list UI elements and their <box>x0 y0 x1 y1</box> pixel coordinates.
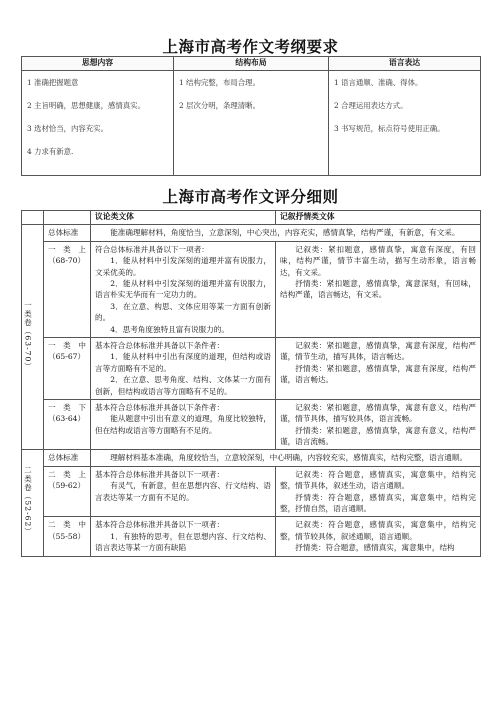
outline-item: 2 合理运用表达方式。 <box>334 101 408 111</box>
header-argument: 议论类文体 <box>91 211 276 225</box>
level-label: 总体标准 <box>44 225 91 241</box>
outline-item: 2 层次分明，条理清晰。 <box>179 101 260 111</box>
outline-item: 1 准确把握题意 <box>27 78 79 87</box>
table-row <box>22 225 481 241</box>
scoring-title: 上海市高考作文评分细则 <box>162 188 339 207</box>
outline-title: 上海市高考作文考纲要求 <box>162 38 339 56</box>
outline-table <box>21 56 481 176</box>
table-row <box>22 517 481 556</box>
outline-cell-structure <box>174 71 329 176</box>
level-label: 总体标准 <box>44 450 91 466</box>
narrative-cell: 记叙类：符合题意，感情真实，寓意集中，结构完整，情节较具体，叙述通顺，语言通顺。 抒情类：符合题意，感情真实，寓意集中，结构 <box>276 517 481 556</box>
outline-header-structure: 结构布局 <box>174 57 329 71</box>
table-row <box>22 466 481 517</box>
outline-cell-language <box>329 71 481 176</box>
outline-cell-content <box>22 71 174 176</box>
header-spacer <box>22 211 44 225</box>
argument-cell: 基本符合总体标准并具备以下一项者： 有灵气，有新意，但在思想内容、行文结构、语言表达等某一方面有不足的。 <box>91 466 276 517</box>
outline-item: 4 力求有新意. <box>27 147 74 157</box>
scoring-table <box>21 210 481 556</box>
argument-cell: 基本符合总体标准并具备以下条件者： 能从题意中引出有意义的道理，角度比较独特，但在结构或语言等方面略有不足的。 <box>91 399 276 450</box>
band-label: 一类卷（63-70） <box>22 225 44 450</box>
level-label: 一 类 下 （63-64） <box>44 399 91 450</box>
band-label: 二类卷（52-62） <box>22 450 44 556</box>
argument-cell: 符合总体标准并具备以下一项者： 1．能从材料中引发深刻的道理并富有说服力，文采优美的。 2．能从材料中引发深刻的道理并富有说服力，语言朴实无华而有一定功力的。 3．在立意、构思、文体应用等某一方面有创新的。 4．思考角度独特且富有说服力的。 <box>91 241 276 337</box>
narrative-cell: 记叙类：紧扣题意，感情真挚，寓意有深度，结构严谨，情节生动，描写具体，语言畅达。 抒情类：紧扣题意，感情真挚，寓意有深度，结构严谨，语言畅达。 <box>276 337 481 399</box>
narrative-cell: 记叙类：符合题意，感情真实，寓意集中，结构完整，情节具体，叙述生动，语言通顺。 抒情类：符合题意，感情真实，寓意集中，结构完整，抒情自然，语言通顺。 <box>276 466 481 517</box>
header-narrative: 记叙抒情类文体 <box>276 211 481 225</box>
table-row <box>22 241 481 337</box>
outline-header-content: 思想内容 <box>22 57 174 71</box>
outline-item: 2 主旨明确，思想健康，感情真实。 <box>27 101 145 111</box>
outline-item: 1 语言通顺、准确、得体。 <box>334 78 423 87</box>
argument-cell: 基本符合总体标准并具备以下一项者： 1．有独特的思考，但在思想内容、行文结构、语言表达等某一方面有缺陷 <box>91 517 276 556</box>
standard-text: 能准确理解材料，角度恰当，立意深刻，中心突出，内容充实，感情真挚，结构严谨，有新意，有文采。 <box>91 225 481 241</box>
narrative-cell: 记叙类：紧扣题意，感情真挚，寓意有意义，结构严谨，情节具体，描写较具体，语言流畅。 抒情类：紧扣题意，感情真挚，寓意有意义，结构严谨，语言流畅。 <box>276 399 481 450</box>
table-row <box>22 450 481 466</box>
outline-item: 3 书写规范，标点符号使用正确。 <box>334 124 445 134</box>
table-row <box>22 399 481 450</box>
argument-cell: 基本符合总体标准并具备以下条件者： 1．能从材料中引出有深度的道理，但结构或语言等方面略有不足的。 2．在立意、思考角度、结构、文体某一方面有创新，但结构或语言等方面略有不足的。 <box>91 337 276 399</box>
narrative-cell: 记叙类：紧扣题意，感情真挚，寓意有深度，有回味，结构严谨，情节丰富生动，描写生动形象，语言畅达，有文采。 抒情类：紧扣题意，感情真挚，寓意深刻，有回味，结构严谨，语言畅达，有文采。 <box>276 241 481 337</box>
standard-text: 理解材料基本准确，角度较恰当，立意较深刻，中心明确，内容较充实，感情真实，结构完整，语言通顺。 <box>91 450 481 466</box>
level-label: 二 类 中 （55-58） <box>44 517 91 556</box>
level-label: 一 类 上 （68-70） <box>44 241 91 337</box>
table-row <box>22 337 481 399</box>
outline-item: 3 选材恰当，内容充实。 <box>27 124 108 134</box>
outline-header-language: 语言表达 <box>329 57 481 71</box>
level-label: 二 类 上 （59-62） <box>44 466 91 517</box>
header-spacer <box>44 211 91 225</box>
level-label: 一 类 中 （65-67） <box>44 337 91 399</box>
outline-item: 1 结构完整，布局合理。 <box>179 78 260 87</box>
